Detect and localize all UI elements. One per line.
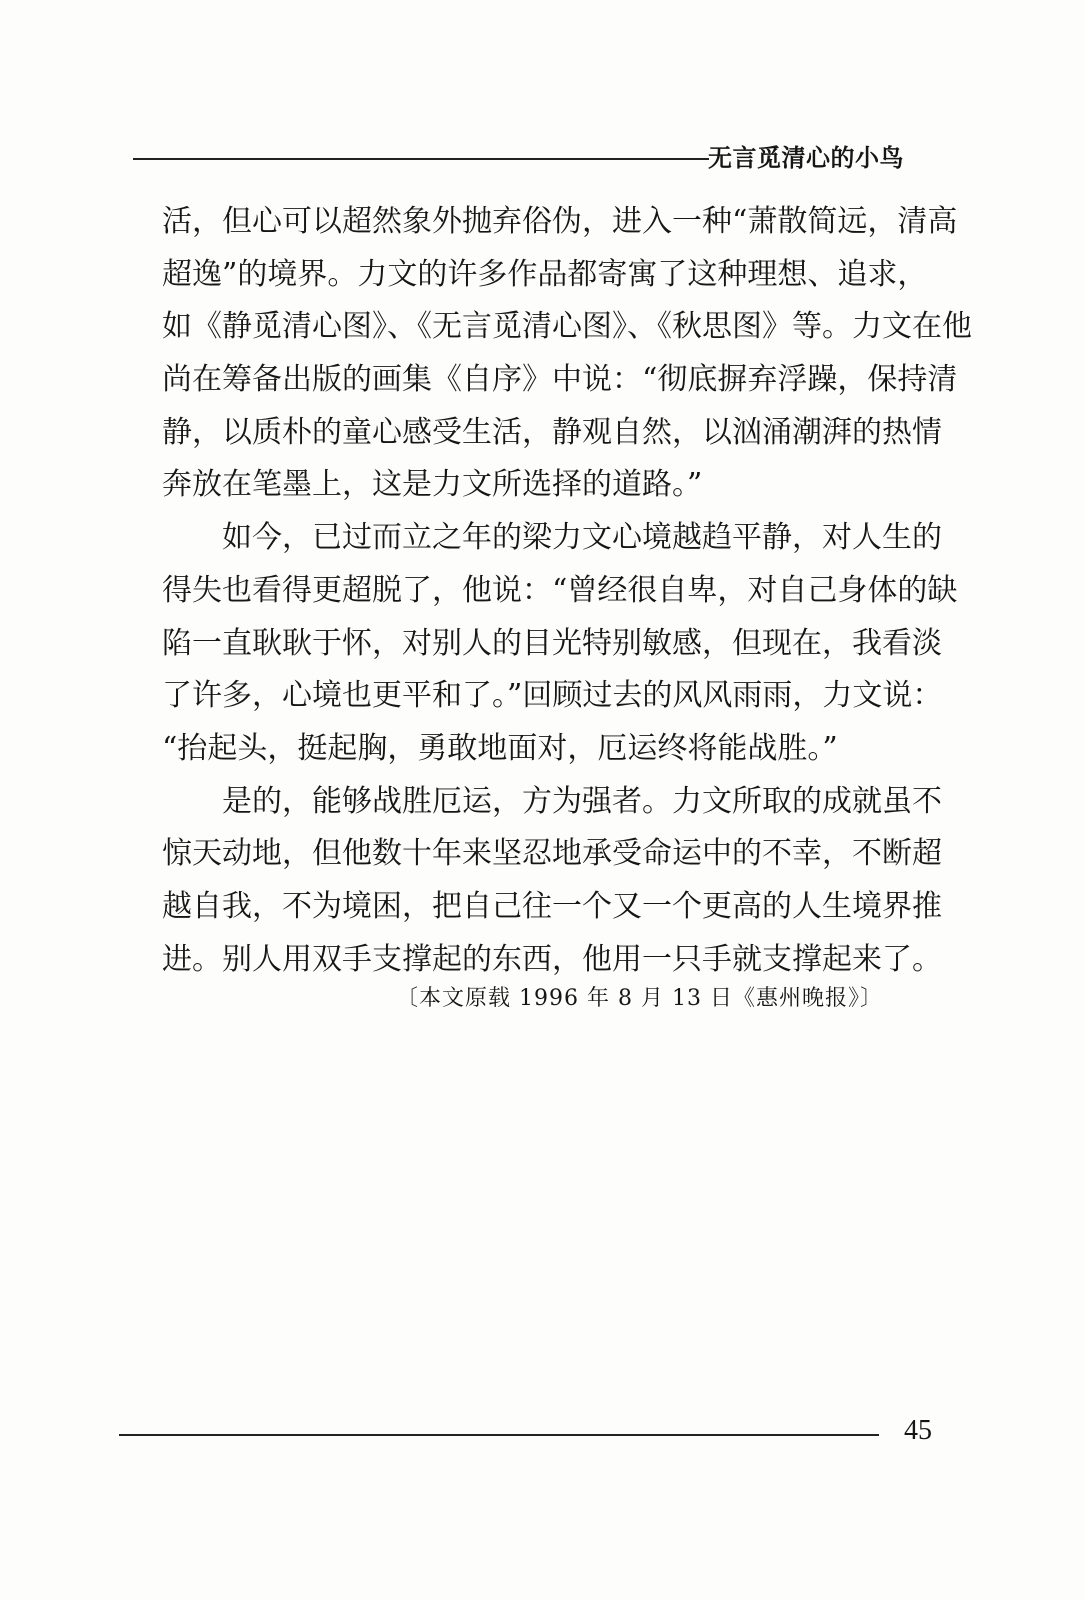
text-line: “抬起头，挺起胸，勇敢地面对，厄运终将能战胜。” [162,730,838,766]
header-rule [133,158,709,160]
text-line: 了许多，心境也更平和了。”回顾过去的风风雨雨，力文说： [162,678,943,714]
page-number: 45 [904,1415,932,1446]
running-head: 无言觅清心的小鸟 [708,144,904,172]
text-line: 进。别人用双手支撑起的东西，他用一只手就支撑起来了。 [162,941,942,977]
footer-rule [119,1434,879,1436]
text-line: 得失也看得更超脱了，他说：“曾经很自卑，对自己身体的缺 [162,572,958,608]
body-text [162,196,972,986]
text-line: 超逸”的境界。力文的许多作品都寄寓了这种理想、追求， [162,256,928,292]
text-line: 惊天动地，但他数十年来坚忍地承受命运中的不幸，不断超 [162,836,942,872]
text-line: 尚在筹备出版的画集《自序》中说：“彻底摒弃浮躁，保持清 [162,362,958,398]
text-line: 陷一直耿耿于怀，对别人的目光特别敏感，但现在，我看淡 [162,625,942,661]
text-line: 是的，能够战胜厄运，方为强者。力文所取的成就虽不 [222,783,942,819]
text-line: 活，但心可以超然象外抛弃俗伪，进入一种“萧散简远，清高 [162,204,958,239]
text-line: 奔放在笔墨上，这是力文所选择的道路。” [162,467,703,503]
source-note: 〔本文原载 1996 年 8 月 13 日《惠州晚报》〕 [396,986,883,1011]
text-line: 如《静觅清心图》、《无言觅清心图》、《秋思图》等。力文在他 [162,309,972,345]
text-line: 越自我，不为境困，把自己往一个又一个更高的人生境界推 [162,888,942,924]
text-line: 静，以质朴的童心感受生活，静观自然，以汹涌潮湃的热情 [162,414,942,450]
text-line: 如今，已过而立之年的梁力文心境越趋平静，对人生的 [222,520,942,556]
